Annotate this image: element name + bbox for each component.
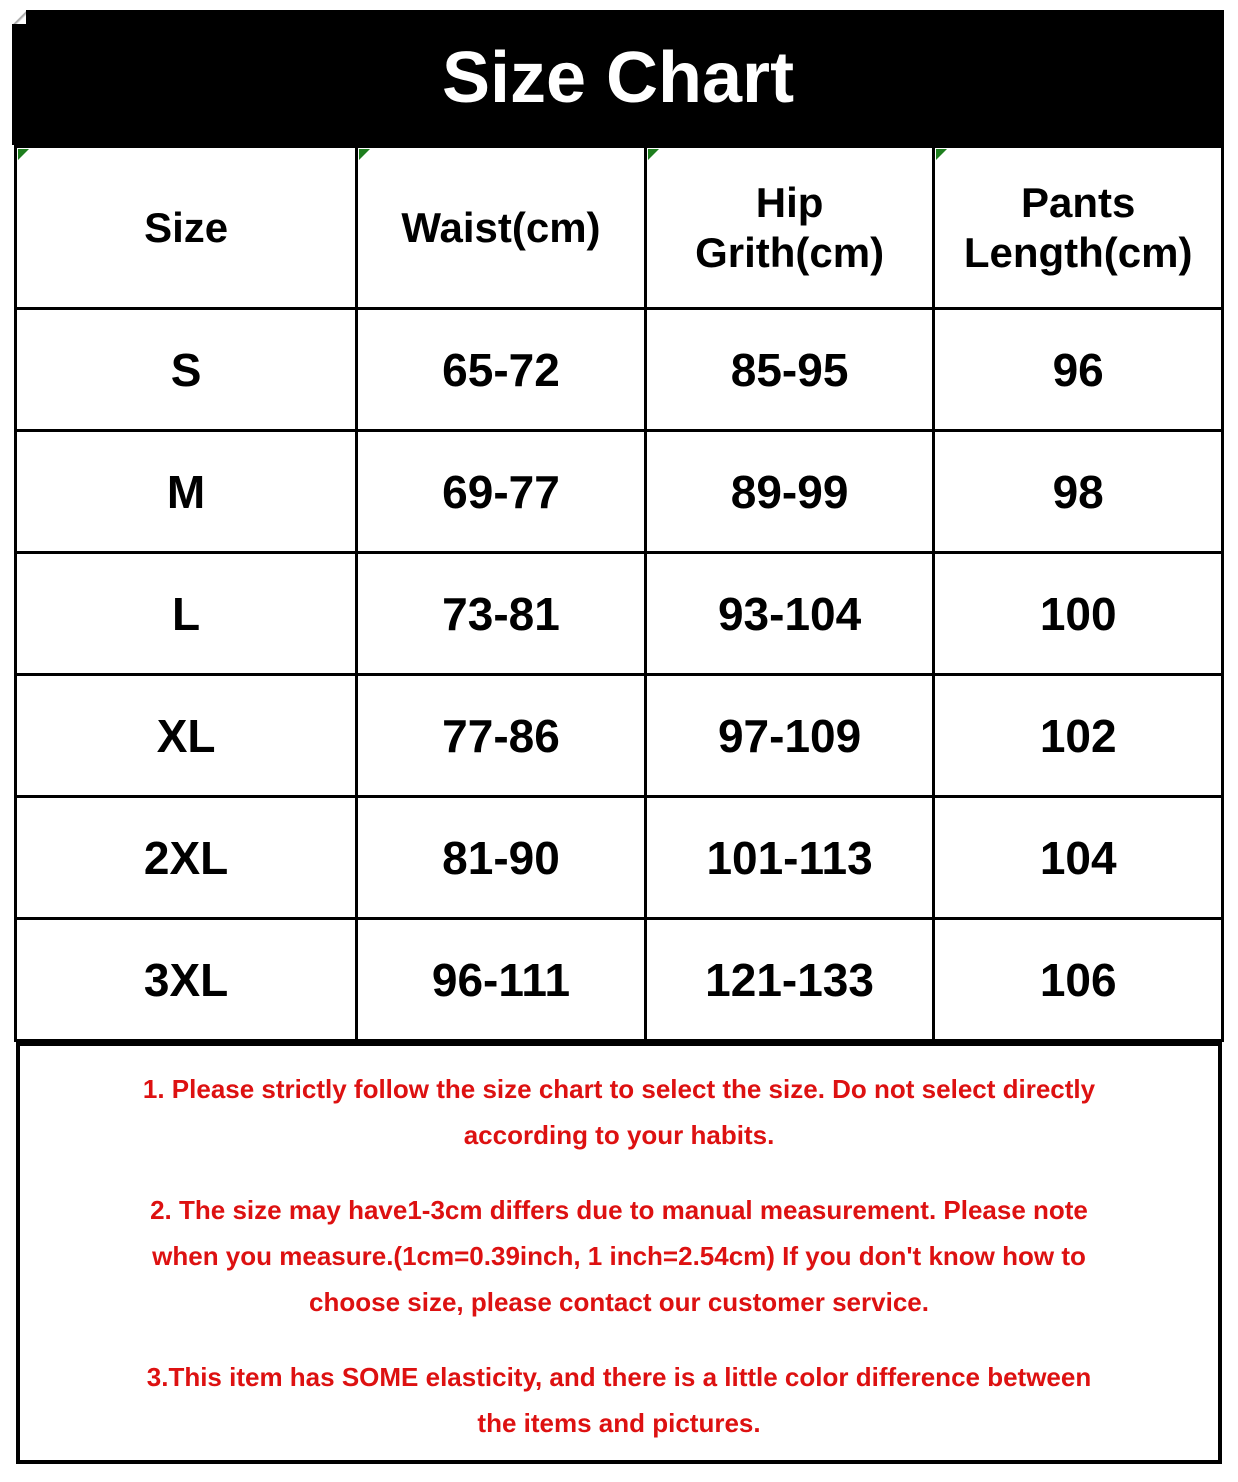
cell-size: 3XL [16,919,357,1041]
table-row-m [16,431,1223,553]
cell-waist: 69-77 [357,431,646,553]
note-1 [44,1066,1194,1158]
note-1-line-1: 1. Please strictly follow the size chart to select the size. Do not select directly [142,1074,1096,1104]
cell-size: M [16,431,357,553]
note-3-line-2: the items and pictures. [477,1408,761,1438]
cell-waist: 96-111 [357,919,646,1041]
cell-pants-length: 100 [934,553,1223,675]
table-row-2xl [16,797,1223,919]
cell-hip: 85-95 [645,309,934,431]
cell-size: S [16,309,357,431]
cell-hip: 97-109 [645,675,934,797]
green-corner-marker-icon [359,149,370,160]
column-header-label: Pants Length(cm) [963,178,1193,276]
cell-waist: 77-86 [357,675,646,797]
note-2-line-2: when you measure.(1cm=0.39inch, 1 inch=2.54cm) If you don't know how to [152,1241,1086,1271]
column-header-label: Size [144,203,229,251]
title-banner [12,10,1224,145]
cell-waist: 81-90 [357,797,646,919]
column-header-label: Hip Grith(cm) [695,178,885,276]
cell-size: L [16,553,357,675]
column-header-label: Waist(cm) [401,203,601,251]
table-row-3xl [16,919,1223,1041]
cell-size: XL [16,675,357,797]
banner-corner-artifact [12,10,26,24]
notes-box [16,1042,1222,1464]
cell-pants-length: 96 [934,309,1223,431]
note-2-line-1: 2. The size may have1-3cm differs due to manual measurement. Please note [150,1195,1088,1225]
table-row-s [16,309,1223,431]
note-1-line-2: according to your habits. [463,1120,775,1150]
green-corner-marker-icon [936,149,947,160]
column-header-size [16,147,357,309]
column-header-waist [357,147,646,309]
cell-hip: 89-99 [645,431,934,553]
cell-hip: 121-133 [645,919,934,1041]
note-2 [44,1187,1194,1325]
green-corner-marker-icon [18,149,29,160]
size-table [14,145,1224,1042]
column-header-pants-length [934,147,1223,309]
cell-hip: 93-104 [645,553,934,675]
column-header-hip-girth [645,147,934,309]
note-3-line-1: 3.This item has SOME elasticity, and there is a little color difference between [146,1362,1092,1392]
page-title: Size Chart [441,37,795,118]
cell-pants-length: 104 [934,797,1223,919]
table-row-xl [16,675,1223,797]
cell-hip: 101-113 [645,797,934,919]
cell-waist: 65-72 [357,309,646,431]
note-2-line-3: choose size, please contact our customer service. [309,1287,929,1317]
cell-size: 2XL [16,797,357,919]
note-3 [44,1354,1194,1446]
cell-pants-length: 98 [934,431,1223,553]
green-corner-marker-icon [648,149,659,160]
table-header-row [16,147,1223,309]
cell-waist: 73-81 [357,553,646,675]
table-row-l [16,553,1223,675]
cell-pants-length: 106 [934,919,1223,1041]
cell-pants-length: 102 [934,675,1223,797]
